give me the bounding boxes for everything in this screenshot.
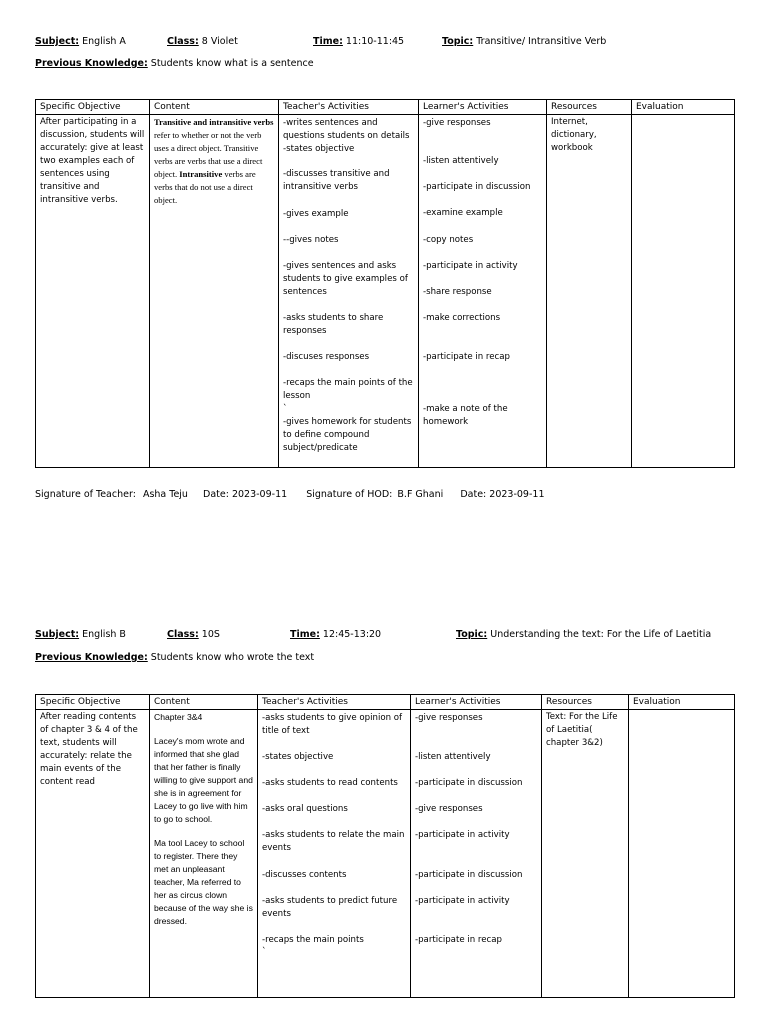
plan1-learner-activity: -participate in discussion	[423, 182, 531, 192]
plan1-teacher-activity: -discusses transitive and intransitive verbs	[283, 169, 390, 192]
plan2-learner-activity: -participate in activity	[415, 896, 510, 906]
plan1-learner-activity: -share response	[423, 287, 492, 297]
plan1-subject	[35, 36, 126, 48]
plan1-learner-activity: -participate in recap	[423, 352, 510, 362]
plan2-objective-cell: After reading contents of chapter 3 & 4 of the text, students will accurately: relate the main events of the content read	[36, 710, 150, 998]
plan1-teacher-activity: -gives sentences and asks students to give examples of sentences	[283, 261, 408, 297]
plan2-class	[167, 629, 220, 641]
plan2-previous-knowledge	[35, 652, 314, 664]
plan1-content-text1: refer to whether or not the verb uses a direct object. Transitive verbs are verbs that use a direct object.	[154, 130, 263, 179]
plan1-content-text2: verbs are verbs that do not use a direct object.	[154, 169, 256, 205]
plan2-teacher-cell	[258, 710, 411, 998]
plan2-teacher-activity: `	[262, 947, 267, 957]
plan1-previous-knowledge	[35, 58, 314, 70]
plan1-teacher-activity: `	[283, 404, 288, 414]
plan2-time-value: 12:45-13:20	[322, 629, 382, 640]
plan1-resources-cell: Internet, dictionary, workbook	[547, 115, 632, 468]
plan1-teacher-activity: -gives homework for students to define compound subject/predicate	[283, 417, 412, 453]
plan1-content-term: Transitive and intransitive verbs	[154, 117, 274, 127]
plan1-subject-value: English A	[82, 36, 126, 47]
plan1-topic-label: Topic:	[442, 36, 474, 47]
plan2-topic-value: Understanding the text: For the Life of Laetitia	[490, 629, 712, 640]
plan2-learner-activity: -give responses	[415, 713, 483, 723]
plan1-topic-value: Transitive/ Intransitive Verb	[476, 36, 607, 47]
plan1-teacher-activity: -writes sentences and questions students on details	[283, 118, 410, 141]
plan2-class-label: Class:	[167, 629, 199, 640]
plan2-time	[290, 629, 381, 641]
plan1-learner-activity: -make a note of the homework	[423, 404, 508, 427]
plan1-teacher-activity: --gives notes	[283, 235, 339, 245]
plan1-prev-label: Previous Knowledge:	[35, 58, 148, 69]
plan1-prev-value: Students know what is a sentence	[150, 58, 314, 69]
plan1-table	[35, 99, 735, 468]
plan1-header-learner: Learner's Activities	[419, 100, 547, 115]
plan1-header-evaluation: Evaluation	[632, 100, 735, 115]
plan1-learner-activity: -listen attentively	[423, 156, 499, 166]
plan1-learner-activity: -make corrections	[423, 313, 501, 323]
plan1-teacher-activity: -asks students to share responses	[283, 313, 384, 336]
plan1-header-row	[36, 100, 735, 115]
plan1-subject-label: Subject:	[35, 36, 80, 47]
plan1-class	[167, 36, 238, 48]
plan2-content-cell	[150, 710, 258, 998]
plan1-objective-cell: After participating in a discussion, students will accurately: give at least two examples each of sentences using transitive and intransitive verbs.	[36, 115, 150, 468]
plan2-header-objective: Specific Objective	[36, 695, 150, 710]
signature-line	[35, 489, 545, 501]
plan2-table	[35, 694, 735, 998]
plan1-time-value: 11:10-11:45	[345, 36, 405, 47]
plan2-learner-activity: -listen attentively	[415, 752, 491, 762]
plan2-content-paragraph: Lacey's mom wrote and informed that she glad that her father is finally willing to give support and she is in agreement for Lacey to go live with him to go to school.	[154, 736, 253, 824]
plan2-teacher-activity: -states objective	[262, 752, 334, 762]
plan1-topic	[442, 36, 606, 48]
plan1-time-label: Time:	[313, 36, 343, 47]
plan1-header-resources: Resources	[547, 100, 632, 115]
plan1-learner-activity: -copy notes	[423, 235, 474, 245]
plan2-header-teacher: Teacher's Activities	[258, 695, 411, 710]
plan2-teacher-activity: -asks students to predict future events	[262, 896, 398, 919]
plan2-teacher-activity: -asks students to read contents	[262, 778, 398, 788]
signature-date2-label: Date:	[460, 489, 487, 500]
plan1-time	[313, 36, 404, 48]
plan1-learner-cell	[419, 115, 547, 468]
plan1-class-value: 8 Violet	[201, 36, 238, 47]
plan2-topic-label: Topic:	[456, 629, 488, 640]
plan2-content-paragraph: Ma tool Lacey to school to register. There they met an unpleasant teacher, Ma referred to her as circus clown because of the way she is dressed.	[154, 838, 253, 926]
plan1-body-row	[36, 115, 735, 468]
signature-date-label: Date:	[203, 489, 229, 500]
plan2-teacher-activity: -discusses contents	[262, 870, 347, 880]
plan2-subject	[35, 629, 126, 641]
plan2-header-evaluation: Evaluation	[629, 695, 735, 710]
signature-hod-name: B.F Ghani	[397, 489, 444, 500]
plan2-teacher-activity: -asks oral questions	[262, 804, 348, 814]
plan1-learner-activity: -give responses	[423, 118, 491, 128]
plan1-teacher-activity: -recaps the main points of the lesson	[283, 378, 413, 401]
plan2-learner-activity: -give responses	[415, 804, 483, 814]
plan2-prev-value: Students know who wrote the text	[150, 652, 315, 663]
signature-teacher-label: Signature of Teacher:	[35, 489, 136, 500]
plan2-body-row	[36, 710, 735, 998]
plan1-teacher-activity: -states objective	[283, 144, 355, 154]
plan1-header-objective: Specific Objective	[36, 100, 150, 115]
plan1-learner-activity: -examine example	[423, 208, 503, 218]
signature-teacher-name: Asha Teju	[142, 489, 188, 500]
plan2-header-resources: Resources	[542, 695, 629, 710]
plan2-header-learner: Learner's Activities	[411, 695, 542, 710]
plan1-content-term2: Intransitive	[179, 169, 223, 179]
plan1-evaluation-cell	[632, 115, 735, 468]
plan2-resources-cell: Text: For the Life of Laetitia( chapter 3&2)	[542, 710, 629, 998]
plan2-learner-activity: -participate in discussion	[415, 778, 523, 788]
plan1-header-content: Content	[150, 100, 279, 115]
plan2-prev-label: Previous Knowledge:	[35, 652, 148, 663]
plan1-teacher-cell	[279, 115, 419, 468]
plan2-learner-activity: -participate in recap	[415, 935, 502, 945]
plan2-learner-cell	[411, 710, 542, 998]
signature-hod-label: Signature of HOD:	[306, 489, 393, 500]
plan2-topic	[456, 629, 711, 641]
plan1-teacher-activity: -discuses responses	[283, 352, 370, 362]
plan1-content-cell	[150, 115, 279, 468]
plan2-learner-activity: -participate in activity	[415, 830, 510, 840]
plan2-learner-activity: -participate in discussion	[415, 870, 523, 880]
plan2-header-row	[36, 695, 735, 710]
plan1-header-teacher: Teacher's Activities	[279, 100, 419, 115]
plan2-evaluation-cell	[629, 710, 735, 998]
plan1-class-label: Class:	[167, 36, 199, 47]
plan2-class-value: 10S	[201, 629, 220, 640]
plan2-teacher-activity: -recaps the main points	[262, 935, 364, 945]
plan2-subject-value: English B	[82, 629, 126, 640]
plan1-learner-activity: -participate in activity	[423, 261, 518, 271]
plan2-time-label: Time:	[290, 629, 320, 640]
plan2-subject-label: Subject:	[35, 629, 80, 640]
plan2-teacher-activity: -asks students to give opinion of title of text	[262, 713, 403, 736]
plan2-header-content: Content	[150, 695, 258, 710]
signature-date: 2023-09-11	[231, 489, 288, 500]
plan2-content-title: Chapter 3&4	[154, 712, 203, 722]
signature-date2: 2023-09-11	[489, 489, 545, 500]
plan1-teacher-activity: -gives example	[283, 209, 349, 219]
plan2-teacher-activity: -asks students to relate the main events	[262, 830, 405, 853]
